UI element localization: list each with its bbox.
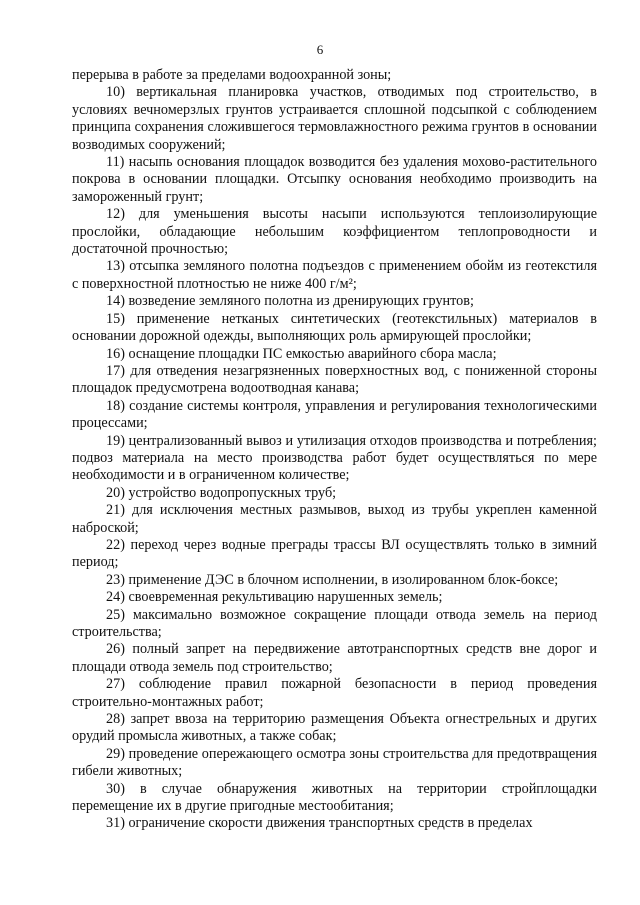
list-item-paragraph: 31) ограничение скорости движения транспортных средств в пределах xyxy=(106,815,533,832)
list-item-paragraph: 15) применение нетканых синтетических (геотекстильных) материалов в основании дорожной одежды, выполняющих роль армирующей прослойки; xyxy=(72,310,597,345)
list-item-paragraph: 30) в случае обнаружения животных на территории стройплощадки перемещение их в другие пригодные местообитания; xyxy=(72,780,597,815)
list-item-paragraph: 11) насыпь основания площадок возводится без удаления мохово-растительного покрова в основании площадки. Отсыпку основания необходимо производить на замороженный грунт; xyxy=(72,154,597,205)
list-item-paragraph: 21) для исключения местных размывов, выход из трубы укреплен каменной наброской; xyxy=(72,502,597,536)
list-item-paragraph: 24) своевременная рекультивацию нарушенных земель; xyxy=(106,589,443,606)
list-item-paragraph: 19) централизованный вывоз и утилизация отходов производства и потребления; подвоз материала на место производства работ будет осуществляться по мере необходимости и в ограниченном количестве; xyxy=(72,432,597,484)
list-item-paragraph: 28) запрет ввоза на территорию размещения Объекта огнестрельных и других орудий промысла животных, а также собак; xyxy=(72,711,597,745)
list-item-paragraph: 29) проведение опережающего осмотра зоны строительства для предотвращения гибели животных; xyxy=(72,745,597,780)
list-item-paragraph: 13) отсыпка земляного полотна подъездов с применением обойм из геотекстиля с поверхностной плотностью не ниже 400 г/м²; xyxy=(72,258,597,292)
list-item-paragraph: 23) применение ДЭС в блочном исполнении, в изолированном блок-боксе; xyxy=(106,571,559,588)
list-item-paragraph: перерыва в работе за пределами водоохранной зоны; xyxy=(72,67,392,83)
page-number: 6 xyxy=(316,42,324,57)
list-item-paragraph: 17) для отведения незагрязненных поверхностных вод, с пониженной стороны площадок предусмотрена водоотводная канава; xyxy=(72,362,597,397)
list-item-paragraph: 20) устройство водопропускных труб; xyxy=(106,484,337,501)
list-item-paragraph: 27) соблюдение правил пожарной безопасности в период проведения строительно-монтажных работ; xyxy=(72,676,597,710)
list-item-paragraph: 18) создание системы контроля, управления и регулирования технологическими процессами; xyxy=(72,397,597,432)
list-item-paragraph: 10) вертикальная планировка участков, отводимых под строительство, в условиях вечномерзлых грунтов устраивается сплошной подсыпкой с соблюдением принципа сохранения сложившегося термовлажностного режима грунтов в основании возводимых сооружений; xyxy=(72,84,597,153)
list-item-paragraph: 26) полный запрет на передвижение автотранспортных средств вне дорог и площади отвода земель под строительство; xyxy=(72,641,597,675)
list-item-paragraph: 12) для уменьшения высоты насыпи используются теплоизолирующие прослойки, обладающие небольшим коэффициентом теплопроводности и достаточной прочностью; xyxy=(72,206,597,258)
document-body xyxy=(72,67,597,833)
list-item-paragraph: 22) переход через водные преграды трассы ВЛ осуществлять только в зимний период; xyxy=(72,536,597,571)
list-item-paragraph: 16) оснащение площадки ПС емкостью аварийного сбора масла; xyxy=(106,345,497,362)
list-item-paragraph: 14) возведение земляного полотна из дренирующих грунтов; xyxy=(106,293,474,310)
list-item-paragraph: 25) максимально возможное сокращение площади отвода земель на период строительства; xyxy=(72,606,597,640)
